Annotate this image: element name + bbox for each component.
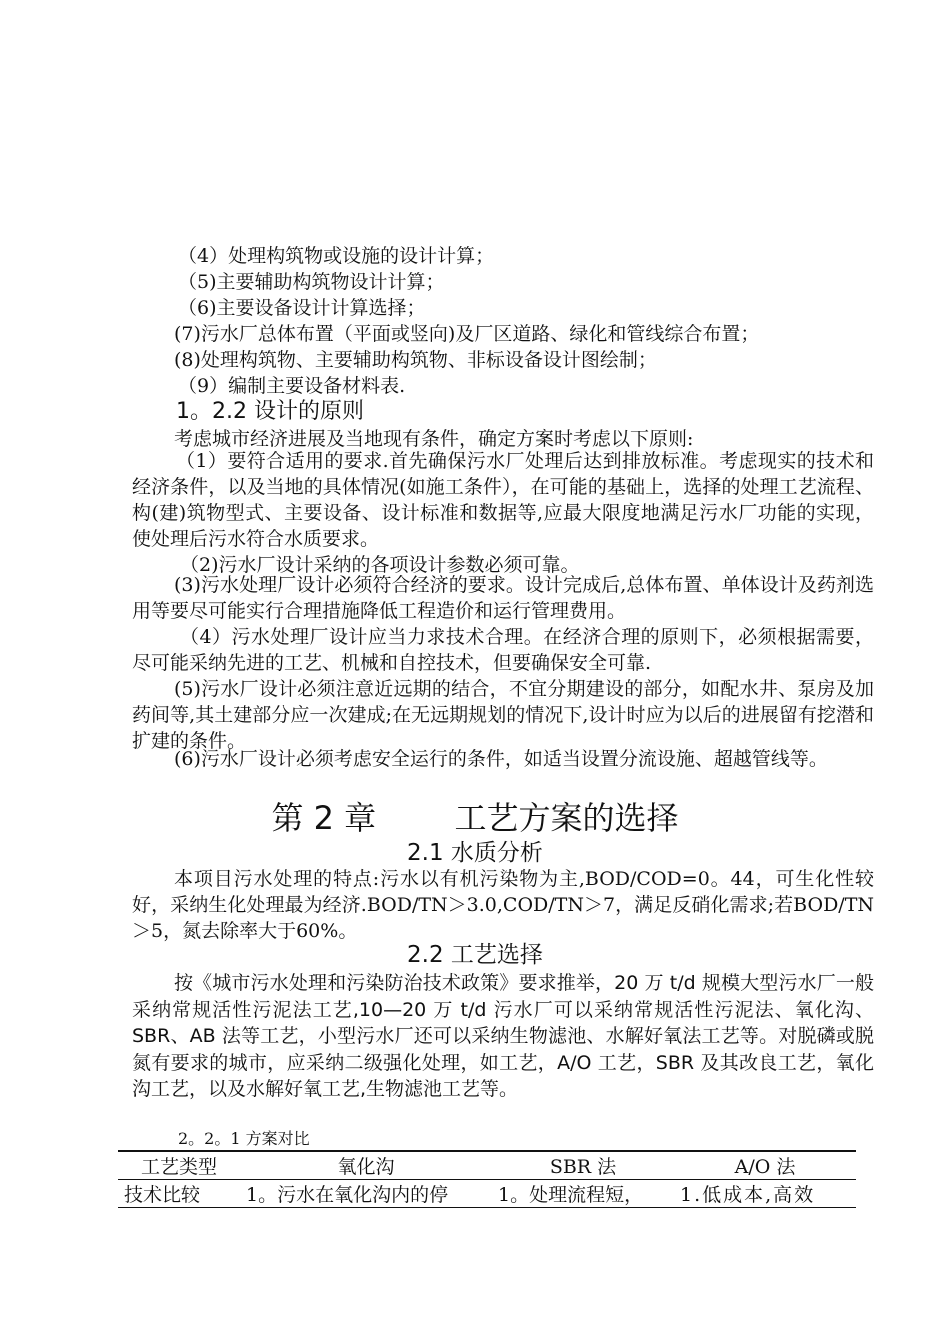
section-heading-1-2-2: 1。2.2 设计的原则 [176,399,364,424]
design-item-8: (8)处理构筑物、主要辅助构筑物、非标设备设计图绘制； [174,349,657,371]
chapter-heading [0,798,950,838]
table-row [118,1180,856,1208]
chapter-number: 第 2 章 [271,799,377,837]
design-item-5: （5)主要辅助构筑物设计计算； [178,271,445,293]
design-item-7: (7)污水厂总体布置（平面或竖向)及厂区道路、绿化和管线综合布置； [174,323,760,345]
cell-ao: 1.低成本,高效 [674,1180,856,1208]
header-process-type: 工艺类型 [118,1151,240,1180]
principle-1: （1）要符合适用的要求.首先确保污水厂处理后达到排放标准。考虑现实的技术和经济条件，以及当地的具体情况(如施工条件），在可能的基础上，选择的处理工艺流程、构(建)筑物型式、主要设备、设计标准和数据等,应最大限度地满足污水厂功能的实现，使处理后污水符合水质要求。 [132,450,874,550]
principle-5: (5)污水厂设计必须注意近远期的结合，不宜分期建设的部分，如配水井、泵房及加药间等,其土建部分应一次建成;在无远期规划的情况下,设计时应为以后的进展留有挖潜和扩建的条件。 [132,678,874,752]
water-quality-text: 本项目污水处理的特点:污水以有机污染物为主,BOD/COD=0。44，可生化性较好，采纳生化处理最为经济.BOD/TN＞3.0,COD/TN＞7，满足反硝化需求;若BOD/TN＞5，氮去除率大于60%。 [132,868,874,942]
cell-sbr: 1。处理流程短， [492,1180,674,1208]
chapter-title: 工艺方案的选择 [454,799,679,837]
principle-2: （2)污水厂设计采纳的各项设计参数必须可靠。 [180,554,580,576]
principle-4: （4）污水处理厂设计应当力求技术合理。在经济合理的原则下，必须根据需要，尽可能采纳先进的工艺、机械和自控技术，但要确保安全可靠. [132,626,874,674]
comparison-table [118,1150,856,1208]
header-oxidation-ditch: 氧化沟 [240,1151,492,1180]
header-ao: A/O 法 [674,1151,856,1180]
cell-oxidation-ditch: 1。污水在氧化沟内的停 [240,1180,492,1208]
section-heading-2-1: 2.1 水质分析 [407,840,543,866]
design-item-6: （6)主要设备设计计算选择； [178,297,426,319]
section-intro: 考虑城市经济进展及当地现有条件，确定方案时考虑以下原则: [174,428,694,450]
process-selection-text: 按《城市污水处理和污染防治技术政策》要求推举，20 万 t/d 规模大型污水厂一般采纳常规活性污泥法工艺,10—20 万 t/d 污水厂可以采纳常规活性污泥法、氧化沟、SBR、AB 法等工艺，小型污水厂还可以采纳生物滤池、水解好氧法工艺等。对脱磷或脱氮有要求的城市，应采纳二级强化处理，如工艺，A/O 工艺，SBR 及其改良工艺，氧化沟工艺，以及水解好氧工艺,生物滤池工艺等。 [132,972,874,1100]
cell-row-label: 技术比较 [118,1180,240,1208]
design-item-4: （4）处理构筑物或设施的设计计算； [178,245,495,267]
table-caption: 2。2。1 方案对比 [178,1129,310,1148]
header-sbr: SBR 法 [492,1151,674,1180]
design-item-9: （9）编制主要设备材料表. [178,375,406,397]
section-heading-2-2: 2.2 工艺选择 [407,942,543,968]
principle-6: (6)污水厂设计必须考虑安全运行的条件，如适当设置分流设施、超越管线等。 [174,748,828,770]
table-header-row [118,1151,856,1180]
principle-3: (3)污水处理厂设计必须符合经济的要求。设计完成后,总体布置、单体设计及药剂选用等要尽可能实行合理措施降低工程造价和运行管理费用。 [132,574,874,622]
